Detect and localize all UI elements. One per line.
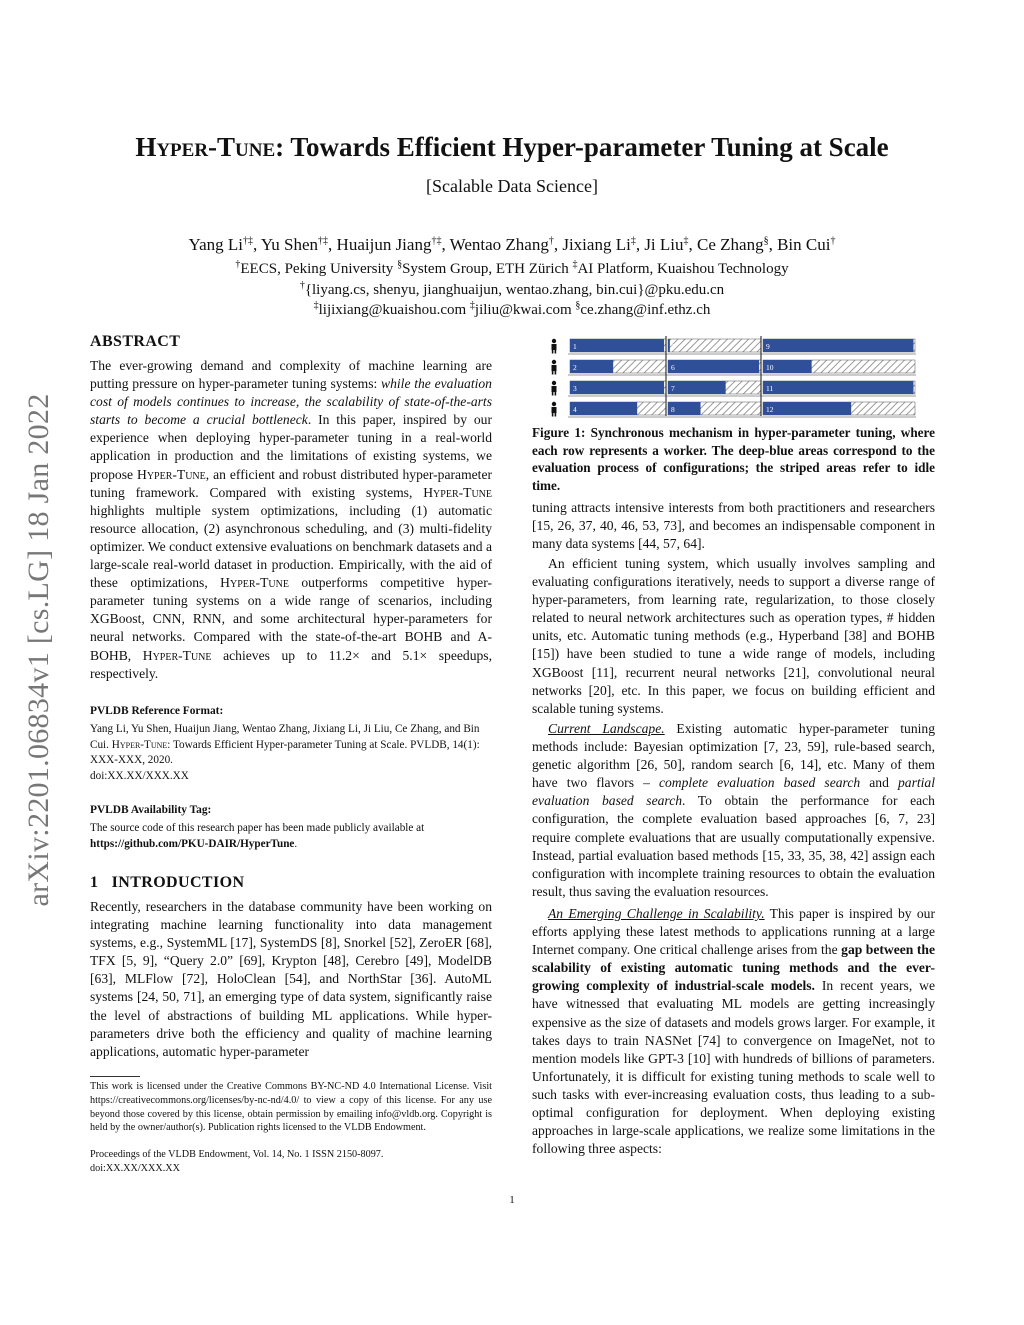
busy-segment: [570, 339, 664, 352]
worker-leg-icon: [555, 392, 557, 396]
worker-body-icon: [552, 386, 557, 392]
right-paragraph-2: An efficient tuning system, which usually involves sampling and evaluating configurations iteratively, needs to support a diverse range of hyper-parameters, from learning rate, regularization, to those closely related to neural network architectures such as operation types, # hidden units, etc. Automatic tuning methods (e.g., Hyperband [38] and BOHB [15]) have been studied to tune a wide range of models, including XGBoost [11], recurrent neural networks [21], convolutional neural networks [20], etc. In this paper, we focus on building efficient and scalable tuning systems.: [532, 556, 935, 716]
config-label: 2: [573, 363, 577, 372]
worker-head-icon: [552, 402, 556, 406]
busy-segment: [570, 402, 637, 415]
config-label: 9: [766, 342, 770, 351]
page-number: 1: [509, 1194, 515, 1206]
config-label: 10: [766, 363, 774, 372]
footnote-license: This work is licensed under the Creative Commons BY-NC-ND 4.0 International License. Visit https://creativecommons.org/licenses/by-nc-nd/4.0/ to view a copy of this license. For any use beyond those covered by this license, obtain permission by emailing info@vldb.org. Copyright is held by the owner/author(s). Publication rights licensed to the VLDB Endowment.: [90, 1081, 492, 1134]
arxiv-stamp-text: arXiv:2201.06834v1 [cs.LG] 18 Jan 2022: [22, 393, 55, 907]
busy-segment: [763, 402, 851, 415]
busy-segment: [763, 381, 913, 394]
config-label: 4: [573, 405, 577, 414]
github-link[interactable]: https://github.com/PKU-DAIR/HyperTune: [90, 837, 295, 850]
config-label: 6: [671, 363, 675, 372]
config-label: 5: [671, 342, 675, 351]
author: Ce Zhang§: [697, 235, 769, 254]
config-label: 12: [766, 405, 774, 414]
config-label: 7: [671, 384, 675, 393]
right-paragraph-3: Current Landscape. Existing automatic hyper-parameter tuning methods include: Bayesian optimization [7, 23, 59], rule-based search, genetic algorithm [26, 50], random search [6, 14], etc. Many of them have two flavors – complete evaluation based search and partial evaluation based search. To obtain the performance for each configuration, the complete evaluation based approaches [6, 7, 23] require complete evaluations that are usually computationally expensive. Instead, partial evaluation based methods [15, 33, 35, 38, 42] assign each configuration with incomplete training resources to obtain the evaluation result, thus saving the evaluation resources.: [532, 721, 935, 899]
worker-leg-icon: [552, 392, 554, 396]
worker-body-icon: [552, 365, 557, 371]
right-paragraph-1: tuning attracts intensive interests from both practitioners and researchers [15, 26, 37, 40, 46, 53, 73], and becomes an indispensable component in many data systems [44, 57, 64].: [532, 500, 935, 552]
arxiv-stamp: [14, 340, 64, 960]
availability-text: The source code of this research paper has been made publicly available at https://github.com/PKU-DAIR/HyperTune.: [90, 822, 425, 850]
paper-title: [60, 132, 964, 163]
busy-segment: [668, 360, 759, 373]
author: Jixiang Li‡: [562, 235, 636, 254]
affiliation-emails: †{liyang.cs, shenyu, jianghuaijun, wentao.zhang, bin.cui}@pku.edu.cn: [299, 280, 725, 298]
intro-paragraph: Recently, researchers in the database community have been working on integrating machine learning functionality into data management systems, e.g., SystemML [17], SystemDS [8], Snorkel [52], ZeroER [68], TFX [5, 9], “Query 2.0” [69], Krypton [48], Cerebro [49], ModelDB [63], MLFlow [72], HoloClean [54], and NorthStar [36]. AutoML systems [24, 50, 71], an emerging type of data system, significantly raise the level of abstractions of building ML applications. While hyper-parameters drive both the efficiency and quality of machine learning applications, automatic hyper-parameter: [90, 899, 492, 1059]
config-label: 3: [573, 384, 577, 393]
author: Yang Li†‡: [188, 235, 254, 254]
right-paragraph-4: An Emerging Challenge in Scalability. This paper is inspired by our efforts applying these latest methods to applications running at a large Internet company. One critical challenge arises from the gap between the scalability of existing automatic tuning methods and the ever-growing complexity of industrial-scale models. In recent years, we have witnessed that evaluating ML models are getting increasingly expensive as the size of datasets and models grows larger. For example, it takes days to train NASNet [74] to convergence on ImageNet, not to mention models like GPT-3 [10] with hundreds of billions of parameters. Unfortunately, it is difficult for existing tuning methods to scale well to such tasks with ever-increasing evaluation costs, thus leading to a sub-optimal configuration for deployment. When deploying existing approaches in large-scale applications, we realize some limitations in the following three aspects:: [532, 906, 935, 1157]
worker-body-icon: [552, 407, 557, 413]
footnote-proceedings: Proceedings of the VLDB Endowment, Vol. 14, No. 1 ISSN 2150-8097. doi:XX.XX/XXX.XX: [90, 1149, 384, 1174]
affiliation-emails-2: ‡lijixiang@kuaishou.com ‡jiliu@kwai.com §ce.zhang@inf.ethz.ch: [313, 300, 711, 318]
intro-heading: 1 INTRODUCTION: [90, 874, 245, 891]
title-system-name: Hyper-Tune: [135, 132, 276, 162]
reference-format-heading: PVLDB Reference Format:: [90, 705, 224, 717]
author-list: Yang Li†‡, Yu Shen†‡, Huaijun Jiang†‡, Wentao Zhang†, Jixiang Li‡, Ji Liu‡, Ce Zhang§, Bin Cui†: [188, 235, 836, 254]
author: Ji Liu‡: [644, 235, 689, 254]
busy-segment: [570, 381, 664, 394]
busy-segment: [763, 339, 913, 352]
config-label: 1: [573, 342, 577, 351]
availability-heading: PVLDB Availability Tag:: [90, 804, 212, 816]
author: Bin Cui†: [777, 235, 836, 254]
worker-head-icon: [552, 360, 556, 364]
worker-leg-icon: [555, 371, 557, 375]
worker-leg-icon: [552, 350, 554, 354]
author: Wentao Zhang†: [449, 235, 554, 254]
footnote-rule: [90, 1076, 140, 1077]
busy-segment: [668, 381, 726, 394]
title-rest: : Towards Efficient Hyper-parameter Tuning at Scale: [275, 132, 889, 162]
idle-segment: [668, 339, 761, 352]
author: Huaijun Jiang†‡: [336, 235, 442, 254]
figure-1-caption: Figure 1: Synchronous mechanism in hyper-parameter tuning, where each row represents a worker. The deep-blue areas correspond to the evaluation process of configurations; the striped areas refer to idle time.: [532, 425, 935, 493]
busy-segment: [668, 339, 670, 352]
figure-1-diagram: [548, 334, 918, 418]
worker-leg-icon: [555, 350, 557, 354]
config-label: 11: [766, 384, 774, 393]
abstract-heading: ABSTRACT: [90, 333, 181, 350]
worker-head-icon: [552, 339, 556, 343]
worker-leg-icon: [555, 413, 557, 417]
abstract-text: The ever-growing demand and complexity of machine learning are putting pressure on hyper-parameter tuning systems: while the evaluation cost of models continues to increase, the scalability of state-of-the-arts starts to become a crucial bottleneck. In this paper, inspired by our experience when deploying hyper-parameter tuning in a real-world application in production and the limitations of existing systems, we propose Hyper-Tune, an efficient and robust distributed hyper-parameter tuning framework. Compared with existing systems, Hyper-Tune highlights multiple system optimizations, including (1) automatic resource allocation, (2) asynchronous scheduling, and (3) multi-fidelity optimizer. We conduct extensive evaluations on benchmark datasets and a large-scale real-world dataset in production. Empirically, with the aid of these optimizations, Hyper-Tune outperforms competitive hyper-parameter tuning systems on a wide range of scenarios, including XGBoost, CNN, RNN, and some architectural hyper-parameters for neural networks. Compared with the state-of-the-art BOHB and A-BOHB, Hyper-Tune achieves up to 11.2× and 5.1× speedups, respectively.: [90, 358, 493, 681]
config-label: 8: [671, 405, 675, 414]
paper-subtitle: [Scalable Data Science]: [426, 176, 598, 196]
worker-head-icon: [552, 381, 556, 385]
worker-leg-icon: [552, 413, 554, 417]
affiliation-line: †EECS, Peking University §System Group, ETH Zürich ‡AI Platform, Kuaishou Technology: [235, 259, 789, 277]
author: Yu Shen†‡: [260, 235, 329, 254]
reference-format-text: Yang Li, Yu Shen, Huaijun Jiang, Wentao Zhang, Jixiang Li, Ji Liu, Ce Zhang, and Bin Cui. Hyper-Tune: Towards Efficient Hyper-parameter Tuning at Scale. PVLDB, 14(1): XXX-XXX, 2020. doi:XX.XX/XXX.XX: [90, 723, 480, 783]
worker-body-icon: [552, 344, 557, 350]
worker-leg-icon: [552, 371, 554, 375]
